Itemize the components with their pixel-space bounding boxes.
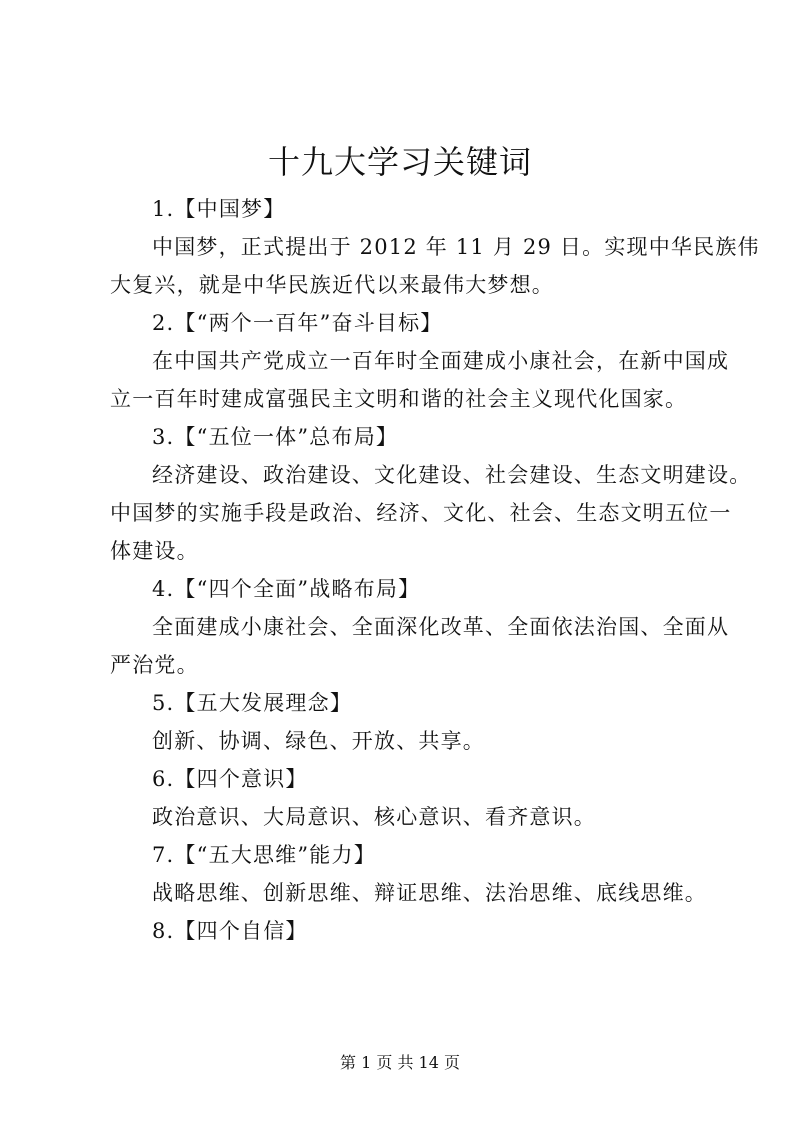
section-heading: 7.【“五大思维”能力】 — [152, 843, 376, 867]
document-title: 十九大学习关键词 — [267, 143, 532, 181]
body-line: 创新、协调、绿色、开放、共享。 — [152, 729, 485, 753]
body-line: 体建设。 — [110, 539, 199, 563]
body-line: 中国梦的实施手段是政治、经济、文化、社会、生态文明五位一 — [110, 501, 732, 525]
body-line: 经济建设、政治建设、文化建设、社会建设、生态文明建设。 — [152, 463, 752, 487]
section-heading: 2.【“两个一百年”奋斗目标】 — [152, 311, 443, 335]
body-line: 战略思维、创新思维、辩证思维、法治思维、底线思维。 — [152, 881, 707, 905]
body-line: 中国梦，正式提出于 2012 年 11 月 29 日。实现中华民族伟 — [152, 235, 760, 259]
document-body — [110, 190, 760, 950]
body-line: 严治党。 — [110, 653, 199, 677]
section-heading: 1.【中国梦】 — [152, 197, 286, 221]
section-heading: 4.【“四个全面”战略布局】 — [152, 577, 421, 601]
section-heading: 8.【四个自信】 — [152, 919, 308, 943]
section-heading: 6.【四个意识】 — [152, 767, 308, 791]
section-heading: 3.【“五位一体”总布局】 — [152, 425, 399, 449]
body-line: 在中国共产党成立一百年时全面建成小康社会，在新中国成 — [152, 349, 730, 373]
body-line: 立一百年时建成富强民主文明和谐的社会主义现代化国家。 — [110, 387, 688, 411]
body-line: 政治意识、大局意识、核心意识、看齐意识。 — [152, 805, 596, 829]
body-line: 大复兴，就是中华民族近代以来最伟大梦想。 — [110, 273, 554, 297]
body-line: 全面建成小康社会、全面深化改革、全面依法治国、全面从 — [152, 615, 730, 639]
page-number-footer: 第 1 页 共 14 页 — [340, 1053, 460, 1072]
section-heading: 5.【五大发展理念】 — [152, 691, 353, 715]
